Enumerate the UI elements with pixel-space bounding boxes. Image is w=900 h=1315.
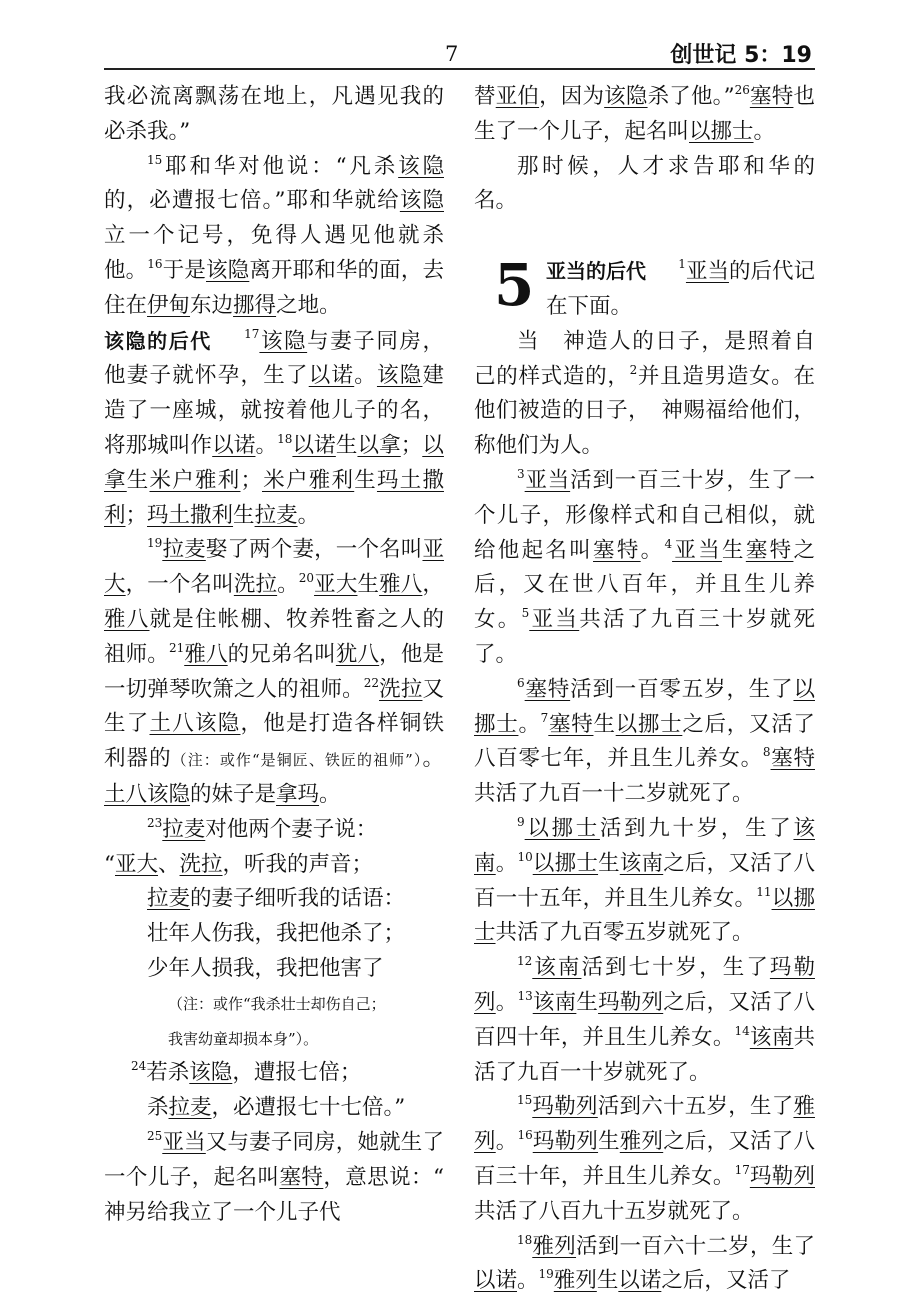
- text: 建造了一座城，就按着他儿子的名，将那城叫作: [104, 363, 444, 458]
- name-cain: 该隐: [376, 363, 423, 389]
- text: 活到六十五岁，生了: [597, 1094, 794, 1120]
- name-kenan: 该南: [532, 989, 577, 1015]
- text: 生: [233, 502, 255, 528]
- verse-number: 11: [756, 884, 772, 899]
- name-irad: 以拿: [357, 432, 401, 458]
- chapter-reference: 创世记 5：19: [670, 43, 812, 68]
- verse-number: 17: [734, 1162, 750, 1177]
- name-lamech: 拉麦: [162, 537, 206, 563]
- text: 之后，又活了八百零七年，并且生儿养女。: [474, 711, 815, 772]
- verse-number: 21: [168, 640, 185, 655]
- name-methushael: 玛土撒利: [104, 467, 444, 528]
- name-adam: 亚当: [162, 1129, 206, 1155]
- verse-number: 7: [540, 710, 549, 725]
- paragraph: [474, 812, 815, 951]
- name-kenan: 该南: [474, 815, 815, 876]
- left-column: [104, 80, 466, 1230]
- text: 生: [722, 537, 746, 563]
- text: 那时候，人才求告耶和华的名。: [474, 153, 815, 214]
- name-adam: 亚当: [685, 259, 729, 285]
- text: 就是住帐棚、牧养牲畜之人的祖师。: [104, 606, 444, 667]
- text: 的妹子是: [190, 781, 277, 807]
- paragraph: [474, 1230, 815, 1300]
- text: 若杀: [146, 1060, 190, 1086]
- text: 。: [753, 118, 776, 144]
- name-jared: 雅列: [619, 1129, 664, 1155]
- text: 。: [640, 537, 665, 563]
- poem-line: [104, 952, 444, 987]
- header-rule: [104, 68, 815, 70]
- text: 之地。: [276, 292, 341, 318]
- paragraph: [474, 80, 815, 150]
- name-seth: 塞特: [749, 84, 794, 109]
- name-enosh: 以挪士: [532, 850, 599, 876]
- name-adah: 亚大: [115, 851, 159, 877]
- name-adam: 亚当: [672, 537, 723, 563]
- text: 。: [422, 746, 444, 772]
- text: 耶和华对他说：“凡杀: [162, 153, 399, 179]
- verse-number: 23: [147, 815, 163, 830]
- text: 之后，又在世八百年，并且生儿养女。: [474, 537, 815, 633]
- name-jabal: 雅八: [104, 606, 150, 632]
- poem-line: [104, 917, 444, 952]
- text: 生: [576, 989, 599, 1015]
- verse-number: 8: [762, 745, 771, 760]
- name-adam: 亚当: [529, 607, 580, 633]
- name-mahalalel: 玛勒列: [532, 1094, 598, 1120]
- text: 之后，又活了八百四十年，并且生儿养女。: [474, 989, 815, 1050]
- name-adah: 亚大: [314, 572, 358, 598]
- name-seth: 塞特: [548, 711, 594, 737]
- text: ；: [125, 502, 148, 528]
- poem-note: [104, 987, 444, 1022]
- text: 。: [495, 850, 518, 876]
- name-tubal-cain: 土八该隐: [104, 781, 191, 807]
- paragraph: [104, 150, 444, 324]
- name-nod: 挪得: [233, 292, 277, 318]
- text: 杀了他。”: [647, 84, 735, 109]
- text: 共活了九百三十岁就死了。: [474, 607, 815, 667]
- text: ，因为: [539, 84, 605, 109]
- name-cain: 该隐: [399, 188, 444, 214]
- text: 之后，又活了: [661, 1268, 791, 1294]
- name-jared: 雅列: [532, 1233, 577, 1259]
- text: 活到一百三十岁，生了一个儿子，形像样式和自己相似，就给他起名叫: [474, 467, 815, 563]
- text: ，遭报七倍；: [232, 1060, 362, 1086]
- name-lamech: 拉麦: [168, 1095, 212, 1121]
- chapter-number: 5: [494, 251, 535, 320]
- name-mehujael: 米户雅利: [262, 467, 355, 493]
- name-adam: 亚当: [524, 467, 571, 493]
- text: “: [104, 851, 115, 877]
- name-mehujael: 米户雅利: [149, 467, 241, 493]
- verse-number: 19: [147, 536, 163, 551]
- name-lamech: 拉麦: [254, 502, 298, 528]
- paragraph: [104, 533, 444, 812]
- text: ；: [240, 467, 262, 493]
- text: 。: [518, 711, 541, 737]
- text: 的妻子细听我的话语：: [190, 886, 406, 912]
- name-mahalalel: 玛勒列: [532, 1129, 599, 1155]
- verse-number: 10: [517, 849, 533, 864]
- text: ，意思说：“ 神另给我立了一个儿子代: [104, 1164, 466, 1225]
- text: 共活了九百零五岁就死了。: [495, 920, 754, 946]
- text: 对他两个妻子说：: [205, 816, 378, 842]
- text: 当 神造人的日子，是照着自己的样式造的，: [474, 328, 815, 389]
- name-enoch: 以诺: [474, 1268, 518, 1294]
- name-zillah: 洗拉: [379, 676, 423, 702]
- text: 共活了八百九十五岁就死了。: [474, 1198, 754, 1224]
- name-cain: 该隐: [604, 84, 648, 109]
- text: 立一个记号，免得人遇见他就杀他。: [104, 223, 444, 283]
- name-enosh: 以挪士: [474, 885, 815, 946]
- right-column: [474, 80, 815, 1299]
- name-enosh: 以挪士: [689, 118, 754, 144]
- name-jabal: 雅八: [379, 572, 423, 598]
- text: ，他是打造各样铜铁利器的: [104, 711, 444, 772]
- text: 又生了: [104, 676, 444, 737]
- verse-number: 18: [517, 1232, 533, 1247]
- text: 的，必遭报七倍。”耶和华就给: [104, 188, 400, 214]
- name-cain: 该隐: [259, 328, 308, 354]
- text: 生: [357, 572, 380, 598]
- name-irad: 以拿: [104, 432, 444, 493]
- verse-number: 19: [538, 1267, 554, 1282]
- page-number: 7: [445, 42, 459, 66]
- poem-line: [104, 848, 444, 883]
- text: 。: [255, 432, 278, 458]
- name-seth: 塞特: [279, 1164, 324, 1190]
- name-enosh: 以挪士: [474, 676, 815, 737]
- name-enoch: 以诺: [292, 432, 336, 458]
- verse-number: 18: [277, 431, 293, 446]
- text: 活到九十岁，生了: [599, 815, 794, 841]
- chapter-block: [474, 251, 815, 325]
- verse-number: 17: [244, 326, 260, 341]
- paragraph: [474, 673, 815, 812]
- verse-number: 2: [629, 362, 638, 377]
- text: 。: [319, 781, 341, 807]
- verse-number: 25: [147, 1128, 163, 1143]
- name-methushael: 玛土撒利: [147, 502, 234, 528]
- verse-number: 15: [147, 152, 163, 167]
- name-cain: 该隐: [206, 257, 250, 283]
- section-heading: 该隐的后代: [104, 328, 212, 353]
- verse-number: 24: [131, 1059, 147, 1074]
- paragraph: [474, 464, 815, 673]
- text: 。: [354, 363, 377, 389]
- name-adah: 亚大: [104, 537, 444, 598]
- name-kenan: 该南: [749, 1024, 794, 1050]
- paragraph: [104, 813, 444, 848]
- text: 的兄弟名叫: [227, 641, 336, 667]
- name-seth: 塞特: [745, 537, 794, 563]
- section-heading: 亚当的后代: [546, 259, 647, 284]
- verse-number: 4: [664, 536, 673, 551]
- paragraph: [474, 150, 815, 220]
- name-zillah: 洗拉: [233, 572, 278, 598]
- name-lamech: 拉麦: [147, 886, 191, 912]
- name-mahalalel: 玛勒列: [598, 989, 664, 1015]
- paragraph: [104, 80, 444, 150]
- verse-number: 3: [517, 466, 525, 481]
- text: 与妻子同房，他妻子就怀孕，生了: [104, 328, 444, 389]
- name-seth: 塞特: [770, 746, 815, 772]
- text: 之后，又活了八百一十五年，并且生儿养女。: [474, 850, 815, 911]
- name-enoch: 以诺: [618, 1268, 662, 1294]
- text: 生: [596, 1268, 619, 1294]
- name-enoch: 以诺: [212, 432, 256, 458]
- name-kenan: 该南: [532, 955, 582, 981]
- text: 于是: [162, 257, 207, 283]
- text: 生: [593, 711, 616, 737]
- translator-note: （注：或作“是铜匠、铁匠的祖师”）: [171, 751, 423, 770]
- verse-number: 1: [678, 257, 686, 272]
- text: 我必流离飘荡在地上，凡遇见我的必杀我。”: [104, 84, 444, 144]
- name-jubal: 犹八: [335, 641, 380, 667]
- text: 生: [335, 432, 358, 458]
- poem-line: [104, 882, 444, 917]
- name-kenan: 该南: [619, 850, 664, 876]
- verse-number: 5: [521, 606, 530, 621]
- name-seth: 塞特: [524, 676, 571, 702]
- text: 。: [297, 502, 320, 528]
- text: 。: [277, 572, 299, 598]
- verse-number: 20: [298, 571, 315, 586]
- text: 生: [598, 1129, 620, 1155]
- name-cain: 该隐: [398, 153, 444, 179]
- text: ，听我的声音；: [222, 851, 374, 877]
- verse-number: 12: [517, 954, 533, 969]
- name-jabal: 雅八: [184, 641, 228, 667]
- name-jared: 雅列: [474, 1094, 815, 1155]
- text: 生: [598, 850, 620, 876]
- text: ，必遭报七十七倍。”: [211, 1095, 406, 1121]
- name-zillah: 洗拉: [179, 851, 223, 877]
- name-tubal-cain: 土八该隐: [149, 711, 241, 737]
- text: 活到一百六十二岁，生了: [576, 1233, 815, 1259]
- text: 。: [495, 989, 518, 1015]
- verse-number: 26: [734, 83, 750, 97]
- name-enosh: 以挪士: [524, 815, 600, 841]
- name-jared: 雅列: [553, 1268, 597, 1294]
- name-mahalalel: 玛勒列: [749, 1163, 815, 1189]
- paragraph: [104, 1126, 466, 1230]
- text: 生: [126, 467, 150, 493]
- name-lamech: 拉麦: [162, 816, 206, 842]
- text: 娶了两个妻，一个名叫: [205, 537, 423, 563]
- text: 少年人损我，我把他害了: [147, 955, 384, 981]
- verse-number: 9: [517, 814, 525, 829]
- text: 之后，又活了八百三十年，并且生儿养女。: [474, 1129, 815, 1189]
- verse-number: 16: [147, 256, 163, 271]
- verse-number: 22: [363, 675, 380, 690]
- text: 活到七十岁，生了: [581, 955, 770, 981]
- paragraph: [474, 1090, 815, 1229]
- text: 并且造男造女。在他们被造的日子， 神赐福给他们，称他们为人。: [474, 363, 815, 459]
- text: 离开耶和华的面，去住在: [104, 257, 444, 318]
- verse-number: 13: [517, 988, 533, 1003]
- text: 壮年人伤我，我把他杀了；: [147, 921, 406, 947]
- paragraph: [104, 324, 444, 534]
- name-mahalalel: 玛勒列: [474, 955, 815, 1015]
- paragraph: [474, 325, 815, 464]
- name-enoch: 以诺: [308, 363, 355, 389]
- text: 、: [158, 851, 180, 877]
- text: 共活了九百一十岁就死了。: [474, 1024, 815, 1085]
- poem-line: [104, 1091, 444, 1126]
- name-cain: 该隐: [189, 1060, 233, 1086]
- text: 共活了九百一十二岁就死了。: [474, 781, 754, 807]
- verse-number: 14: [734, 1023, 750, 1038]
- text: 东边: [190, 292, 234, 318]
- verse-number: 16: [517, 1128, 533, 1143]
- poem-note: [104, 1022, 444, 1057]
- verse-number: 15: [517, 1093, 533, 1108]
- text: （注：或作“我杀壮士却伤自己；: [168, 994, 386, 1013]
- text: 替: [474, 84, 496, 109]
- name-seth: 塞特: [593, 537, 641, 563]
- paragraph: [474, 951, 815, 1090]
- name-enosh: 以挪士: [615, 711, 683, 737]
- text: ，: [422, 572, 444, 598]
- text: 杀: [147, 1095, 169, 1121]
- text: ；: [400, 432, 423, 458]
- text: 又与妻子同房，她就生了一个儿子，起名叫: [104, 1129, 444, 1190]
- text: 也生了一个儿子，起名叫: [474, 84, 815, 144]
- name-naamah: 拿玛: [276, 781, 320, 807]
- name-eden: 伊甸: [147, 292, 191, 318]
- text: 的后代记在下面。: [546, 259, 815, 319]
- text: 。: [517, 1268, 539, 1294]
- name-abel: 亚伯: [495, 84, 540, 109]
- verse-number: 6: [517, 675, 525, 690]
- text: 我害幼童却损本身”）。: [168, 1029, 319, 1048]
- text: ，他是一切弹琴吹箫之人的祖师。: [104, 641, 444, 702]
- text: ，一个名叫: [125, 572, 234, 598]
- text: 。: [495, 1129, 518, 1155]
- poem-line: [104, 1056, 444, 1091]
- text: 活到一百零五岁，生了: [570, 676, 794, 702]
- text: 生: [354, 467, 377, 493]
